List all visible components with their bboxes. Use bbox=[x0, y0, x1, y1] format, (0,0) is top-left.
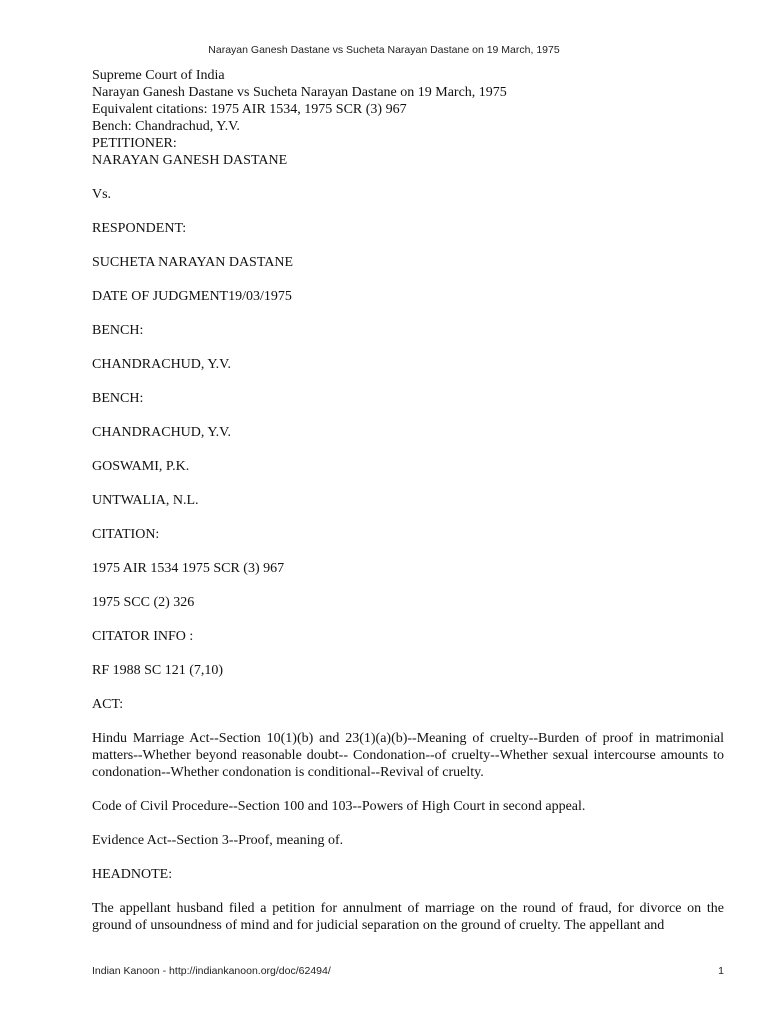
respondent-name: SUCHETA NARAYAN DASTANE bbox=[92, 255, 294, 270]
petitioner-heading: PETITIONER: bbox=[92, 136, 177, 151]
citation-entry: 1975 AIR 1534 1975 SCR (3) 967 bbox=[92, 561, 285, 576]
page-number: 1 bbox=[718, 965, 724, 977]
citator-info-entry: RF 1988 SC 121 (7,10) bbox=[92, 663, 224, 678]
petitioner-name: NARAYAN GANESH DASTANE bbox=[92, 153, 288, 168]
running-header: Narayan Ganesh Dastane vs Sucheta Narayan Dastane on 19 March, 1975 bbox=[208, 44, 560, 56]
source-link[interactable]: Indian Kanoon - http://indiankanoon.org/doc/62494/ bbox=[92, 965, 331, 977]
act-paragraph: Code of Civil Procedure--Section 100 and 103--Powers of High Court in second appeal. bbox=[92, 799, 586, 814]
equivalent-citations: Equivalent citations: 1975 AIR 1534, 1975 SCR (3) 967 bbox=[92, 102, 407, 117]
act-paragraph: Evidence Act--Section 3--Proof, meaning of. bbox=[92, 833, 344, 848]
bench-judge: CHANDRACHUD, Y.V. bbox=[92, 425, 231, 440]
respondent-heading: RESPONDENT: bbox=[92, 221, 187, 236]
court-name: Supreme Court of India bbox=[92, 68, 225, 83]
bench-judge: GOSWAMI, P.K. bbox=[92, 459, 190, 474]
bench-judge: UNTWALIA, N.L. bbox=[92, 493, 199, 508]
citation-heading: CITATION: bbox=[92, 527, 160, 542]
bench-judge: CHANDRACHUD, Y.V. bbox=[92, 357, 231, 372]
headnote-paragraph: The appellant husband filed a petition for annulment of marriage on the round of fraud, for divorce on the ground of unsoundness of mind and for judicial separation on the ground of cruelty. The appellant and bbox=[92, 901, 724, 933]
document-body bbox=[92, 67, 724, 934]
bench-heading: BENCH: bbox=[92, 391, 144, 406]
versus-label: Vs. bbox=[92, 187, 112, 202]
case-title: Narayan Ganesh Dastane vs Sucheta Narayan Dastane on 19 March, 1975 bbox=[92, 85, 507, 100]
citation-entry: 1975 SCC (2) 326 bbox=[92, 595, 195, 610]
date-of-judgment: DATE OF JUDGMENT19/03/1975 bbox=[92, 289, 292, 304]
citator-info-heading: CITATOR INFO : bbox=[92, 629, 194, 644]
act-heading: ACT: bbox=[92, 697, 124, 712]
bench-line: Bench: Chandrachud, Y.V. bbox=[92, 119, 240, 134]
bench-heading: BENCH: bbox=[92, 323, 144, 338]
act-paragraph: Hindu Marriage Act--Section 10(1)(b) and 23(1)(a)(b)--Meaning of cruelty--Burden of proof in matrimonial matters--Whether beyond reasonable doubt-- Condonation--of cruelty--Whether sexual intercourse amounts to condonation--Whether condonation is conditional--Revival of cruelty. bbox=[92, 731, 724, 780]
headnote-heading: HEADNOTE: bbox=[92, 867, 173, 882]
